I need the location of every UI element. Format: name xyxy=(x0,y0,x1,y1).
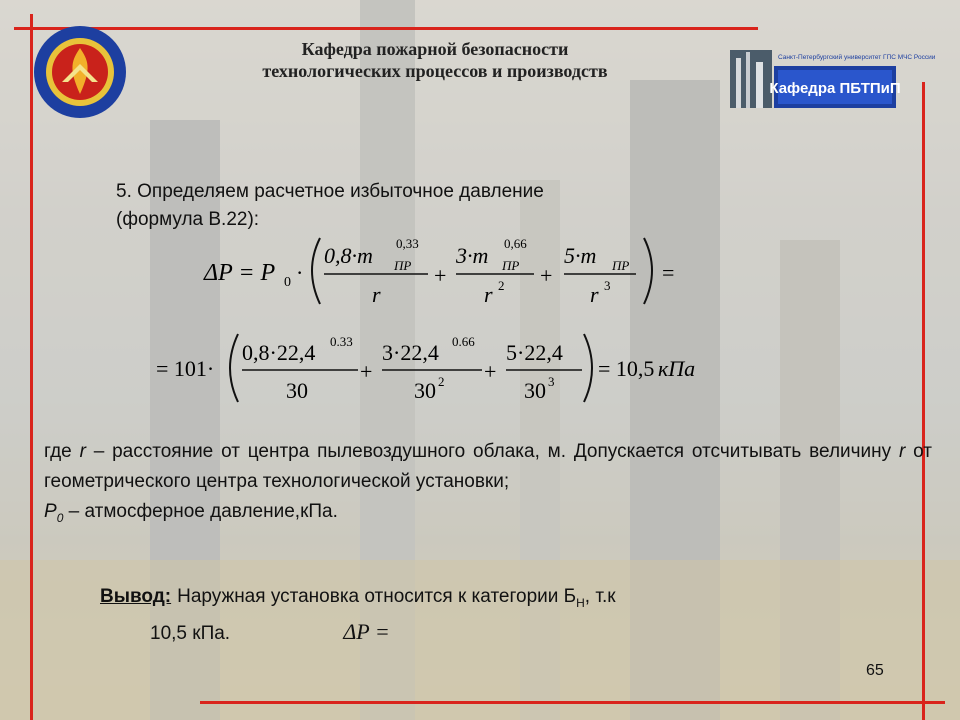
formula2-term2-den: 30 xyxy=(414,378,436,403)
formula1-term2-num: 3·m xyxy=(456,243,489,268)
formula2-open-paren xyxy=(230,334,238,402)
formula2-term2-num: 3·22,4 xyxy=(382,340,439,365)
formula1-open-paren xyxy=(312,238,320,304)
formula1-term2-exp: 0,66 xyxy=(504,236,527,251)
var-r: r xyxy=(79,441,86,462)
formula2-term3-den: 30 xyxy=(524,378,546,403)
conclusion-text: Наружная установка относится к категории Б xyxy=(177,586,577,607)
formula1-term1-den: r xyxy=(372,282,381,307)
pressure-formula xyxy=(200,232,690,310)
conclusion-text2: , т.к xyxy=(584,586,616,607)
step-description xyxy=(116,178,544,234)
pressure-calculation xyxy=(152,330,712,408)
formula2-term1-num: 0,8·22,4 xyxy=(242,340,316,365)
conclusion-value: 10,5 кПа. xyxy=(150,623,231,644)
formula2-result: = 10,5 xyxy=(598,356,655,381)
formula1-lhs: ΔP = P xyxy=(204,260,276,286)
formula1-lhs-sub: 0 xyxy=(284,275,291,290)
formula1-term1-num: 0,8·m xyxy=(324,243,373,268)
formula1-plus1: + xyxy=(434,263,447,288)
formula1-close-paren xyxy=(644,238,652,304)
formula2-term1-den: 30 xyxy=(286,378,308,403)
explanation-p0: $P_0$ – атмосферное давление,кПа. xyxy=(44,501,338,525)
university-emblem xyxy=(32,24,128,120)
conclusion-sub: Н xyxy=(576,595,585,610)
formula2-plus2: + xyxy=(484,359,497,384)
var-p0: P xyxy=(44,501,57,522)
right-red-line xyxy=(922,82,925,720)
logo-title: Кафедра ПБТПиП xyxy=(769,80,901,97)
formula2-term2-den-exp: 2 xyxy=(438,374,445,389)
formula1-term1-exp: 0,33 xyxy=(396,236,419,251)
formula2-term1-exp: 0.33 xyxy=(330,334,353,349)
department-title xyxy=(170,38,700,82)
conclusion-formula: ΔP = xyxy=(343,619,390,644)
formula2-unit: кПа xyxy=(658,356,696,381)
formula1-term2-sub: ПР xyxy=(502,258,520,273)
department-logo xyxy=(730,48,936,110)
bottom-red-line xyxy=(200,701,945,704)
explanation xyxy=(44,437,932,533)
conclusion-line2 xyxy=(150,619,390,645)
formula1-term3-sub: ПР xyxy=(612,258,630,273)
explanation-r: где r – расстояние от центра пылевоздушного облака, м. Допускается отсчитывать величину r от геометрического центра технологической установки; xyxy=(44,441,932,492)
department-title-line1: Кафедра пожарной безопасности xyxy=(301,39,569,59)
conclusion xyxy=(100,585,616,615)
formula1-term2-den: r xyxy=(484,282,493,307)
formula2-plus1: + xyxy=(360,359,373,384)
conclusion-label: Вывод: xyxy=(100,586,172,607)
step-line2: (формула В.22): xyxy=(116,209,260,230)
formula1-dot: · xyxy=(296,260,304,285)
var-r: r xyxy=(898,441,906,462)
formula1-term2-den-exp: 2 xyxy=(498,278,505,293)
department-title-line2: технологических процессов и производств xyxy=(262,61,608,81)
formula1-term1-sub: ПР xyxy=(394,258,412,273)
formula2-term3-num: 5·22,4 xyxy=(506,340,563,365)
formula1-plus2: + xyxy=(540,263,553,288)
formula2-term2-exp: 0.66 xyxy=(452,334,475,349)
logo-caption: Санкт-Петербургский университет ГПС МЧС России xyxy=(778,54,936,61)
formula1-equals: = xyxy=(662,260,675,285)
step-line1: 5. Определяем расчетное избыточное давление xyxy=(116,181,544,202)
formula1-term3-num: 5·m xyxy=(564,243,597,268)
formula2-close-paren xyxy=(584,334,592,402)
page-number: 65 xyxy=(866,662,884,679)
formula2-term3-den-exp: 3 xyxy=(548,374,555,389)
formula2-lhs: = 101· xyxy=(156,356,215,381)
formula1-term3-den: r xyxy=(590,282,599,307)
formula1-term3-den-exp: 3 xyxy=(604,278,611,293)
